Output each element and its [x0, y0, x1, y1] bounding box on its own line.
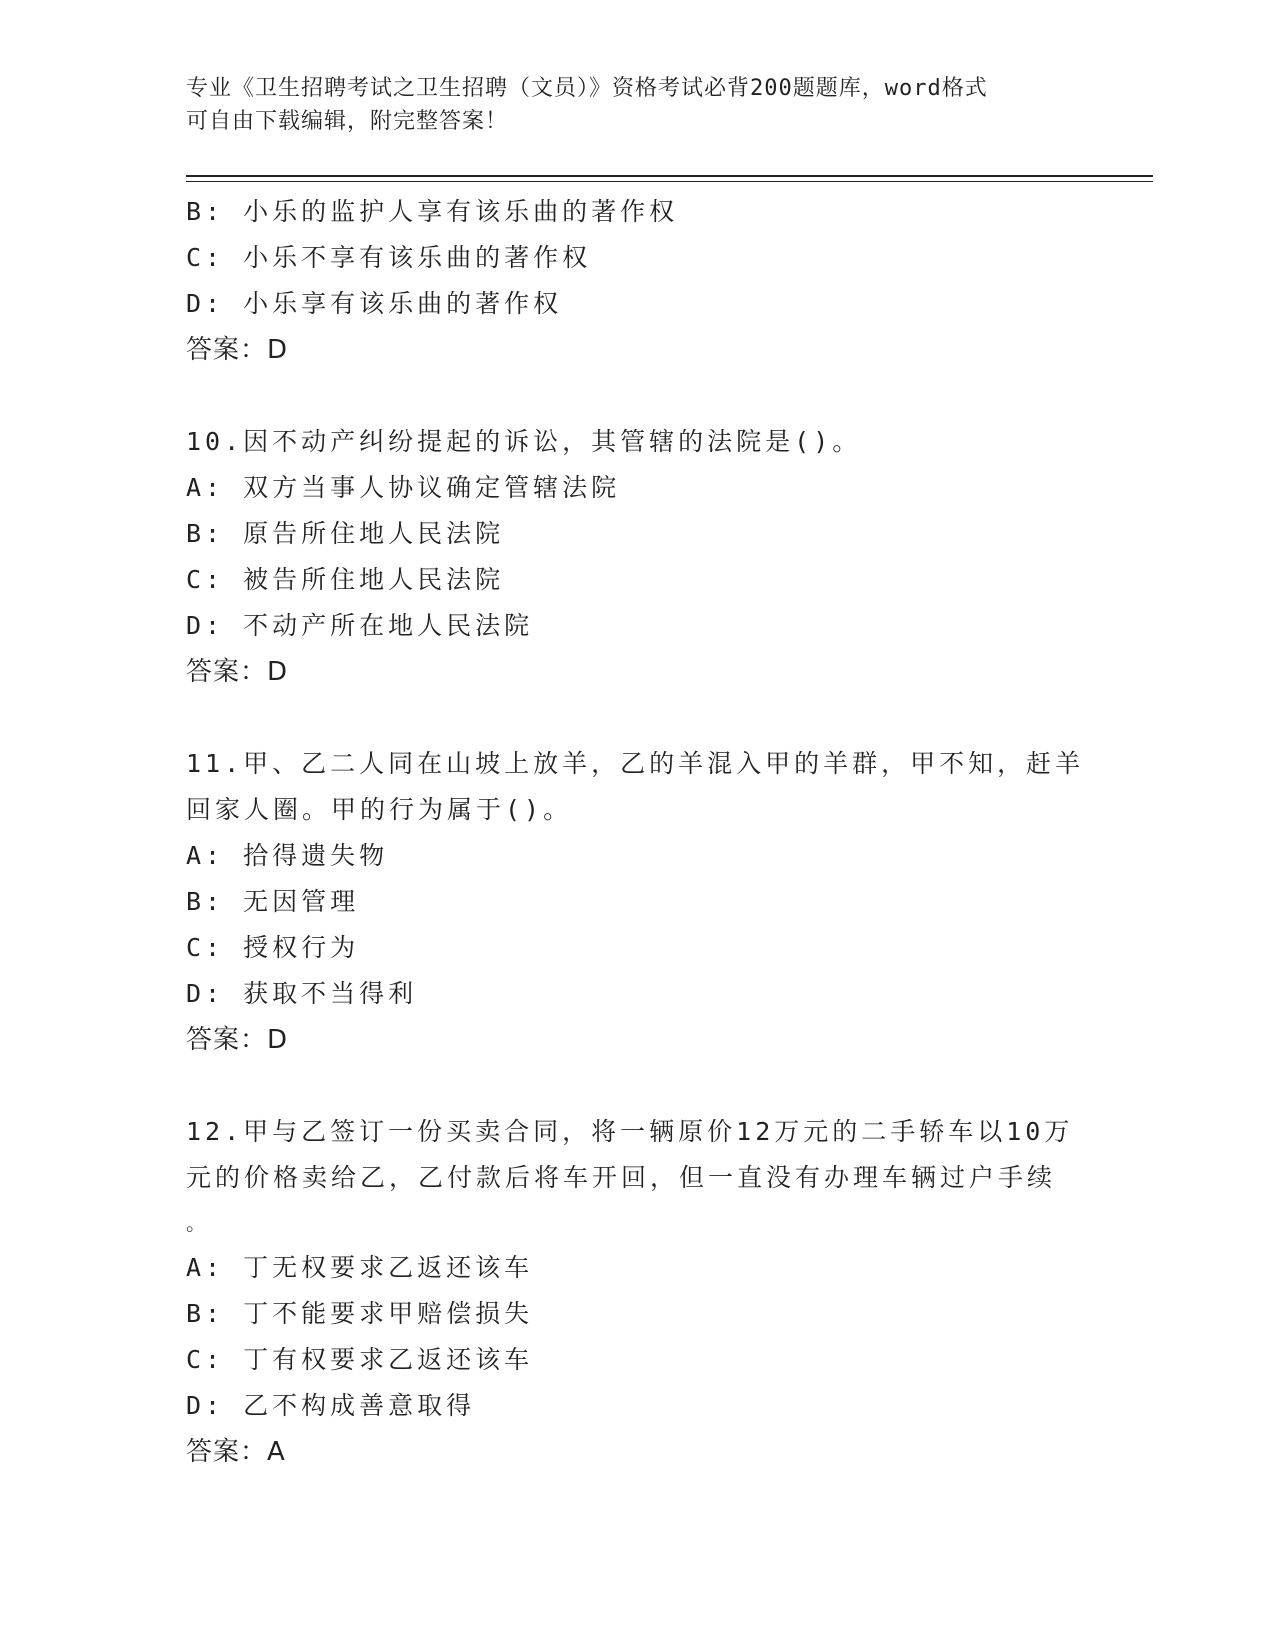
question-12 — [186, 1109, 1086, 1475]
option-b: B: 原告所住地人民法院 — [186, 519, 505, 548]
answer: 答案：A — [186, 1437, 286, 1467]
question-text: 10.因不动产纠纷提起的诉讼，其管辖的法院是()。 — [186, 427, 862, 456]
option-c: C: 被告所住地人民法院 — [186, 565, 505, 594]
answer: 答案：D — [186, 335, 289, 365]
spacer — [186, 1063, 1086, 1109]
option-a: A: 拾得遗失物 — [186, 841, 389, 870]
header-line-2: 可自由下载编辑，附完整答案！ — [186, 109, 509, 134]
option-d: D: 乙不构成善意取得 — [186, 1391, 476, 1420]
header-line-1: 专业《卫生招聘考试之卫生招聘（文员）》资格考试必背200题题库，word格式 — [186, 76, 988, 101]
header-rule-thick — [186, 175, 1153, 177]
question-text-line-2: 元的价格卖给乙，乙付款后将车开回，但一直没有办理车辆过户手续 — [186, 1163, 1057, 1192]
question-text-line-3: 。 — [186, 1211, 210, 1235]
option-b: B: 无因管理 — [186, 887, 360, 916]
question-text-line-1: 11.甲、乙二人同在山坡上放羊，乙的羊混入甲的羊群，甲不知，赶羊 — [186, 749, 1085, 778]
option-d: D: 不动产所在地人民法院 — [186, 611, 534, 640]
question-text-line-1: 12.甲与乙签订一份买卖合同，将一辆原价12万元的二手轿车以10万 — [186, 1117, 1074, 1146]
question-9-continued — [186, 189, 1086, 373]
option-b: B: 小乐的监护人享有该乐曲的著作权 — [186, 197, 679, 226]
question-11 — [186, 741, 1086, 1063]
option-a: A: 丁无权要求乙返还该车 — [186, 1253, 534, 1282]
document-header — [186, 72, 1086, 138]
option-b: B: 丁不能要求甲赔偿损失 — [186, 1299, 534, 1328]
answer: 答案：D — [186, 1025, 289, 1055]
spacer — [186, 695, 1086, 741]
option-c: C: 丁有权要求乙返还该车 — [186, 1345, 534, 1374]
question-10 — [186, 419, 1086, 695]
question-list — [186, 189, 1086, 1475]
header-rule-thin — [186, 181, 1153, 182]
option-d: D: 获取不当得利 — [186, 979, 418, 1008]
answer: 答案：D — [186, 657, 289, 687]
option-c: C: 小乐不享有该乐曲的著作权 — [186, 243, 592, 272]
question-text-line-2: 回家人圈。甲的行为属于()。 — [186, 795, 573, 824]
option-c: C: 授权行为 — [186, 933, 360, 962]
option-d: D: 小乐享有该乐曲的著作权 — [186, 289, 563, 318]
spacer — [186, 373, 1086, 419]
option-a: A: 双方当事人协议确定管辖法院 — [186, 473, 621, 502]
